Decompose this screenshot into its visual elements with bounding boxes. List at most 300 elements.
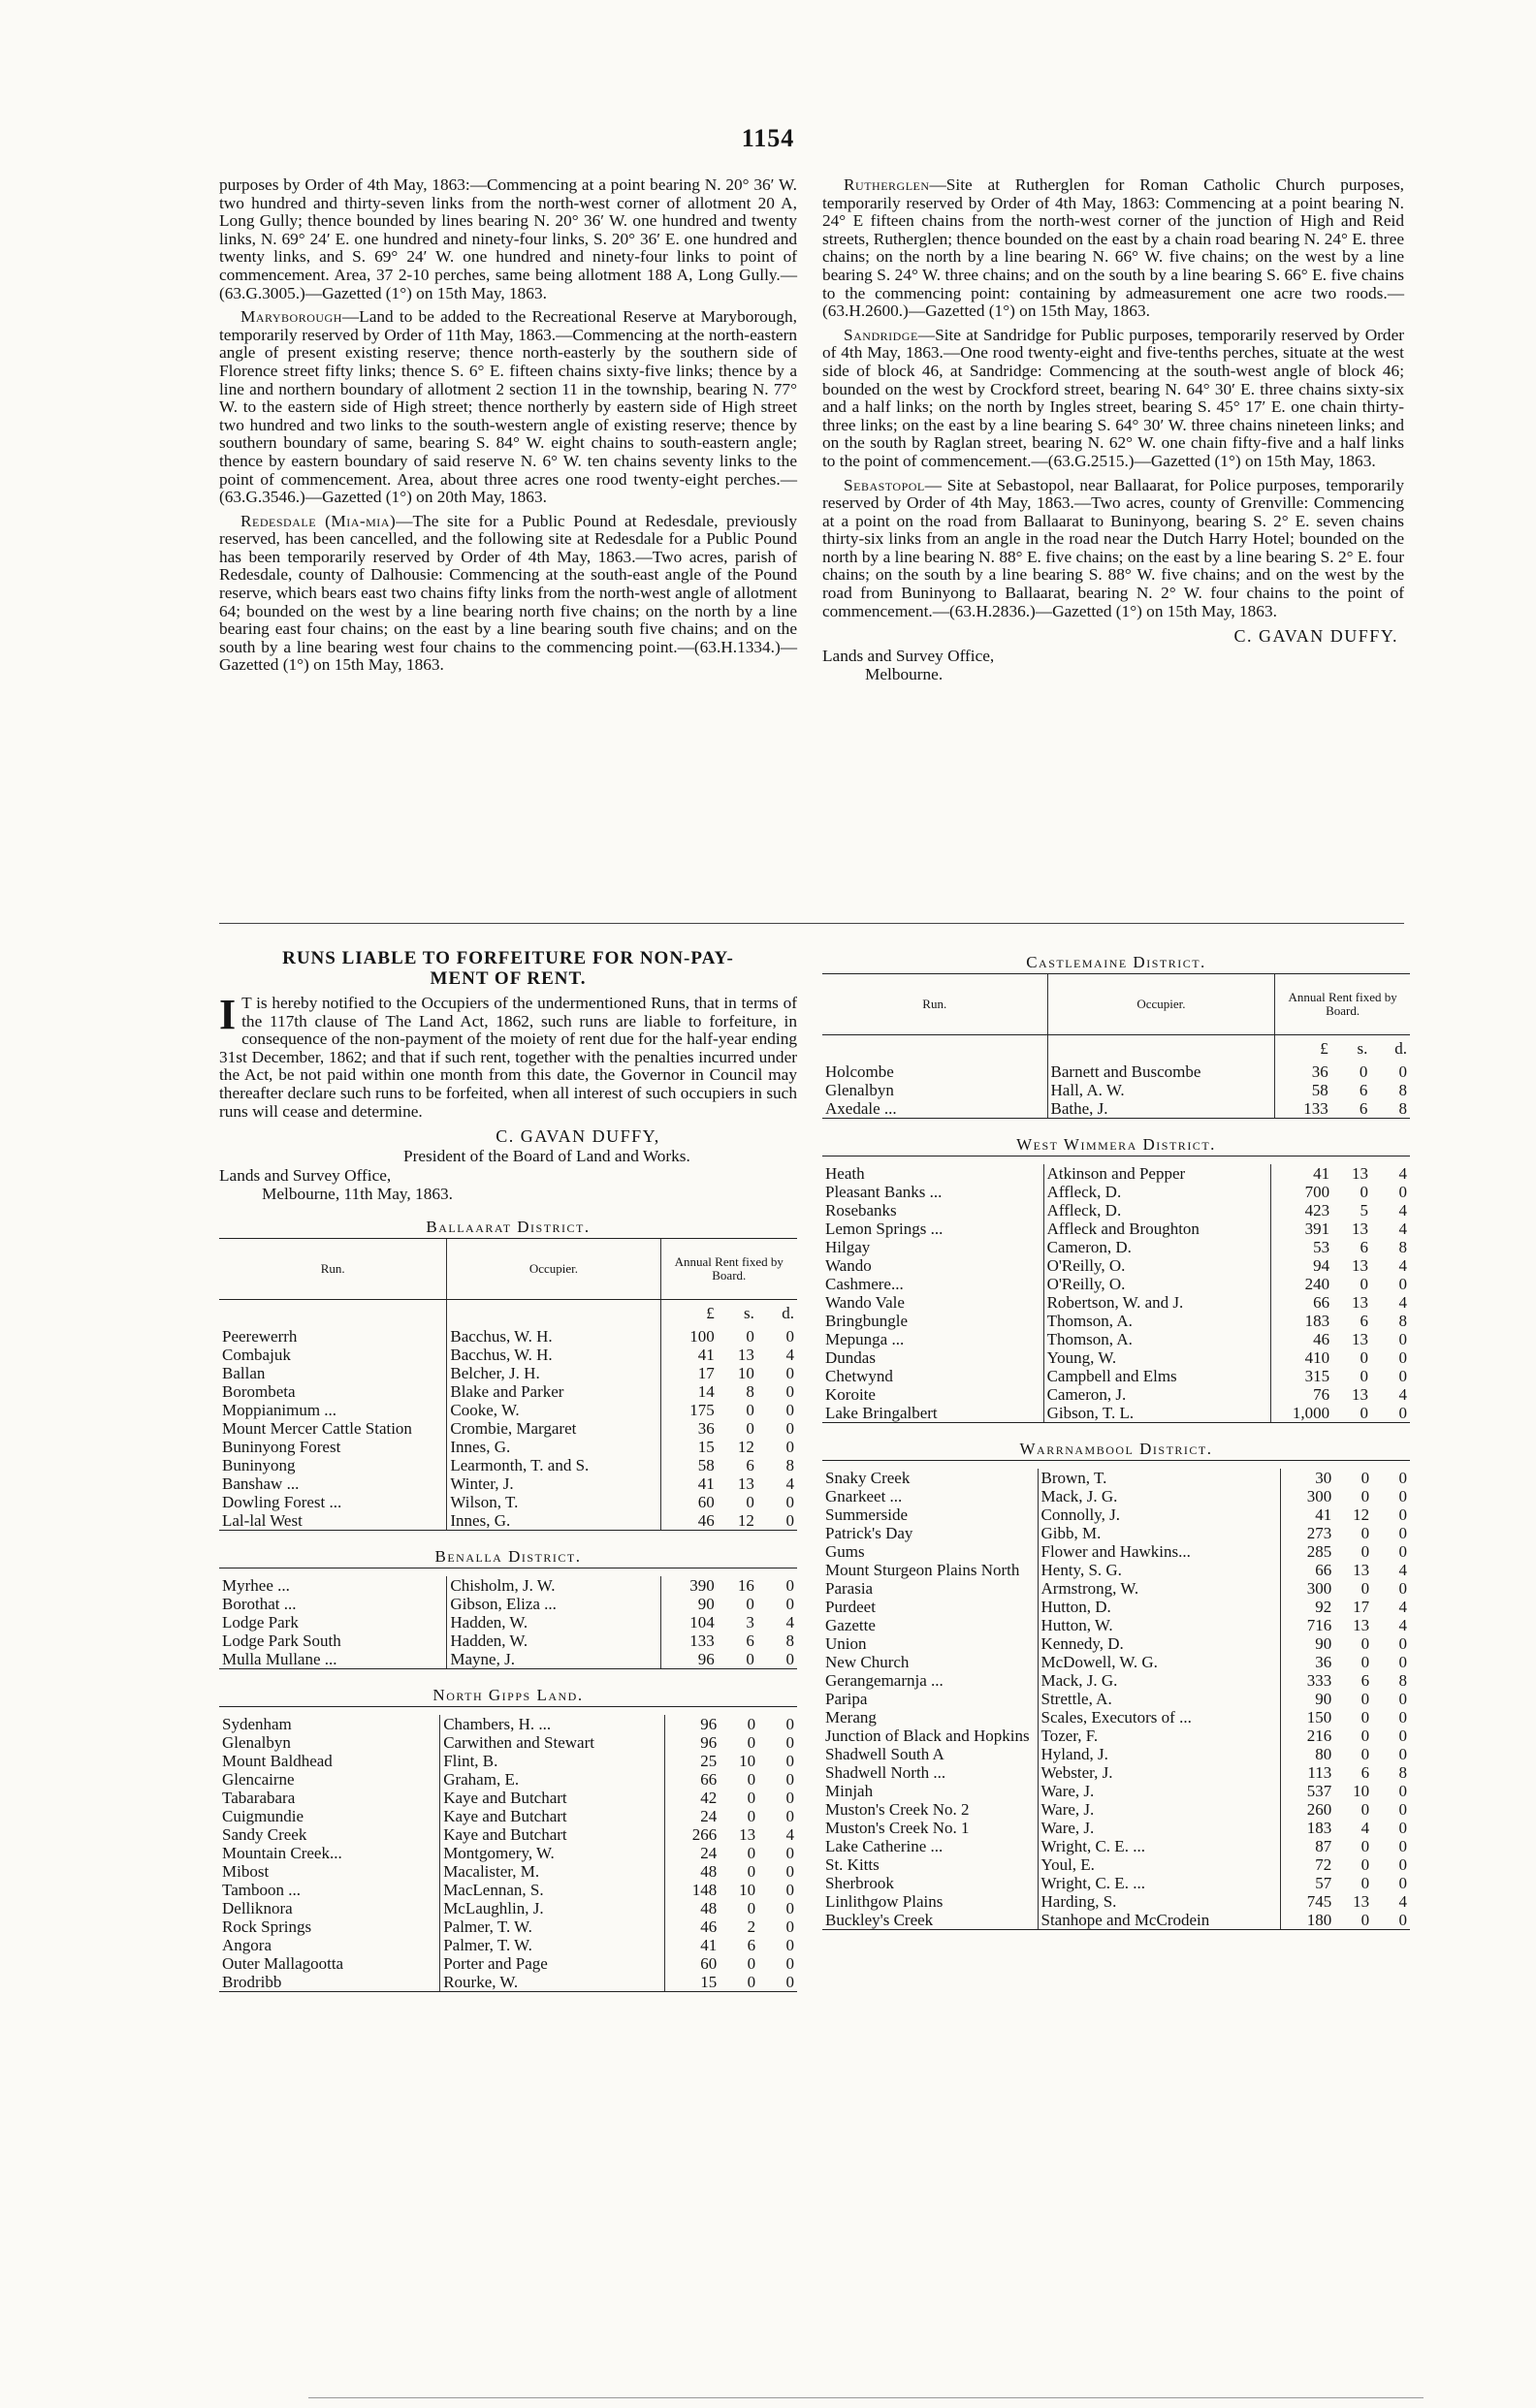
rent-pence: 0 bbox=[1371, 1404, 1410, 1423]
run-name: Peerewerrh bbox=[222, 1327, 298, 1347]
rent-shillings: 0 bbox=[1360, 1800, 1370, 1819]
table-row bbox=[822, 1782, 1410, 1800]
rent-pounds: 66 bbox=[1281, 1561, 1335, 1579]
occupier-name: Henty, S. G. bbox=[1038, 1561, 1281, 1579]
occupier-name: Innes, G. bbox=[447, 1438, 660, 1456]
run-name: Parasia bbox=[825, 1579, 874, 1598]
rent-pence: 4 bbox=[785, 1825, 794, 1845]
units-spacer bbox=[822, 1035, 1047, 1063]
place-name: Sandridge bbox=[844, 325, 918, 344]
run-name: Sherbrook bbox=[825, 1874, 894, 1892]
table-row bbox=[219, 1844, 797, 1862]
district-heading: Ballaarat District. bbox=[426, 1218, 591, 1237]
unit-label: s. bbox=[1357, 1039, 1368, 1058]
rent-shillings: 6 bbox=[746, 1632, 754, 1651]
table-row bbox=[219, 1511, 797, 1531]
rent-pence: 4 bbox=[1398, 1385, 1407, 1404]
rent-pounds: 133 bbox=[660, 1632, 718, 1650]
occupier-name: Strettle, A. bbox=[1038, 1690, 1281, 1708]
table-row bbox=[822, 1634, 1410, 1653]
run-name: Axedale ... bbox=[822, 1099, 1047, 1119]
table-row bbox=[822, 1653, 1410, 1671]
rent-pence: 0 bbox=[1398, 1579, 1407, 1598]
rent-pence: 0 bbox=[785, 1327, 794, 1347]
table-row bbox=[219, 1862, 797, 1881]
run-name: Minjah bbox=[825, 1782, 874, 1800]
rent-shillings: 0 bbox=[1360, 1487, 1370, 1505]
rent-pence: 0 bbox=[1398, 1727, 1407, 1745]
rent-pence: 0 bbox=[1398, 1275, 1407, 1293]
table-top-rule bbox=[822, 1461, 1410, 1470]
run-name: Gums bbox=[825, 1542, 865, 1561]
run-name: Junction of Black and Hopkins bbox=[825, 1727, 1030, 1745]
place-name: Sebastopol bbox=[844, 475, 925, 494]
rent-shillings: 10 bbox=[739, 1881, 756, 1900]
footer-rule bbox=[308, 2397, 1424, 2398]
rent-pounds: 36 bbox=[660, 1419, 718, 1438]
run-name: Glencairne bbox=[222, 1770, 295, 1790]
rent-pence: 0 bbox=[785, 1770, 794, 1790]
table-row bbox=[822, 1487, 1410, 1505]
run-name: Gazette bbox=[825, 1616, 876, 1634]
occupier-name: Palmer, T. W. bbox=[440, 1917, 665, 1936]
rent-pounds: 41 bbox=[664, 1936, 720, 1954]
table-row bbox=[822, 1099, 1410, 1119]
place-name: Maryborough bbox=[240, 307, 342, 327]
header-rent: Annual Rent fixed by Board. bbox=[1275, 974, 1410, 1035]
rent-pounds: 66 bbox=[664, 1770, 720, 1789]
run-name: Wando bbox=[825, 1256, 872, 1275]
rent-pence: 0 bbox=[785, 1936, 794, 1955]
notice-paragraph bbox=[822, 176, 1404, 321]
rent-shillings: 6 bbox=[1331, 1099, 1371, 1119]
rent-shillings: 13 bbox=[1352, 1256, 1369, 1275]
rent-shillings: 13 bbox=[1353, 1892, 1370, 1911]
occupier-name: Harding, S. bbox=[1038, 1892, 1281, 1911]
rent-pounds: 90 bbox=[660, 1595, 718, 1613]
run-name: Mibost bbox=[222, 1862, 270, 1882]
run-name: Merang bbox=[825, 1708, 877, 1727]
unit-label: s. bbox=[744, 1304, 754, 1323]
rent-pence: 0 bbox=[1398, 1690, 1407, 1708]
occupier-name: Blake and Parker bbox=[447, 1382, 660, 1401]
run-name: Patrick's Day bbox=[825, 1524, 913, 1542]
occupier-name: Thomson, A. bbox=[1043, 1330, 1270, 1348]
page-number: 1154 bbox=[741, 124, 795, 152]
rent-pounds: 240 bbox=[1270, 1275, 1332, 1293]
rent-shillings: 0 bbox=[1360, 1745, 1370, 1763]
rent-pence: 4 bbox=[1398, 1293, 1407, 1312]
notice-paragraph bbox=[822, 327, 1404, 471]
table-row bbox=[822, 1892, 1410, 1911]
run-name: Outer Mallagootta bbox=[222, 1954, 344, 1974]
top-left-column bbox=[219, 176, 797, 675]
table-row bbox=[822, 1616, 1410, 1634]
table-row bbox=[822, 1598, 1410, 1616]
paragraph-text: —Site at Rutherglen for Roman Catholic Church purposes, temporarily reserved by Order of 4th May, 1863: Commencing at a point bearing N. 24° E fifteen chains from the north-west corner of the junction of High and Reid streets, Rutherglen; thence bounded on the east by a chain road bearing N. 24° E. three chains; on the north by a line bearing N. 66° W. five chains; on the west by a line bearing S. 24° W. three chains; and on the south by a line bearing S. 66° E. five chains to the commencing point: containing by admeasurement one acre two roods.—(63.H.2600.)—Gazetted (1°) on 15th May, 1863. bbox=[822, 175, 1404, 321]
rent-pounds: 700 bbox=[1270, 1183, 1332, 1201]
rent-shillings: 16 bbox=[737, 1576, 754, 1596]
rent-pounds: 745 bbox=[1281, 1892, 1335, 1911]
district-table bbox=[219, 1706, 797, 1992]
rent-shillings: 12 bbox=[1353, 1505, 1370, 1524]
occupier-name: Wright, C. E. ... bbox=[1038, 1837, 1281, 1855]
rent-pounds: 150 bbox=[1281, 1708, 1335, 1727]
table-row bbox=[219, 1715, 797, 1733]
rent-shillings: 0 bbox=[1360, 1727, 1370, 1745]
district-heading: North Gipps Land. bbox=[432, 1686, 584, 1705]
occupier-name: Bacchus, W. H. bbox=[447, 1327, 660, 1346]
rent-pence: 0 bbox=[785, 1493, 794, 1512]
occupier-name: Wilson, T. bbox=[447, 1493, 660, 1511]
run-name: Pleasant Banks ... bbox=[825, 1183, 943, 1201]
districts-left bbox=[219, 1217, 797, 1992]
run-name: Purdeet bbox=[825, 1598, 876, 1616]
rent-pence: 0 bbox=[1398, 1782, 1407, 1800]
rent-pence: 0 bbox=[785, 1382, 794, 1402]
run-name: St. Kitts bbox=[825, 1855, 880, 1874]
rent-pounds: 716 bbox=[1281, 1616, 1335, 1634]
occupier-name: Tozer, F. bbox=[1038, 1727, 1281, 1745]
rent-pounds: 1,000 bbox=[1270, 1404, 1332, 1423]
occupier-name: Gibson, T. L. bbox=[1043, 1404, 1270, 1423]
rent-pence: 0 bbox=[785, 1576, 794, 1596]
rent-shillings: 0 bbox=[1360, 1524, 1370, 1542]
rent-pounds: 46 bbox=[660, 1511, 718, 1531]
rent-shillings: 0 bbox=[720, 1973, 758, 1992]
rent-pounds: 390 bbox=[660, 1576, 718, 1595]
rent-pounds: 175 bbox=[660, 1401, 718, 1419]
office-line: Lands and Survey Office, bbox=[822, 647, 995, 666]
districts-right bbox=[822, 952, 1410, 1930]
rent-shillings: 6 bbox=[1359, 1081, 1368, 1099]
table-row bbox=[822, 1671, 1410, 1690]
occupier-name: Crombie, Margaret bbox=[447, 1419, 660, 1438]
rent-shillings: 6 bbox=[747, 1936, 756, 1955]
run-name: Banshaw ... bbox=[222, 1474, 300, 1494]
occupier-name: Brown, T. bbox=[1038, 1469, 1281, 1487]
header-occupier: Occupier. bbox=[1047, 974, 1275, 1035]
rent-shillings: 3 bbox=[746, 1613, 754, 1632]
rent-pence: 8 bbox=[1398, 1671, 1407, 1690]
rent-shillings: 0 bbox=[746, 1401, 754, 1420]
rent-shillings: 0 bbox=[1360, 1542, 1370, 1561]
table-row bbox=[219, 1917, 797, 1936]
rent-pence: 0 bbox=[785, 1419, 794, 1439]
occupier-name: Porter and Page bbox=[440, 1954, 665, 1973]
rent-pounds: 60 bbox=[660, 1493, 718, 1511]
district-table bbox=[822, 1156, 1410, 1423]
rent-shillings: 0 bbox=[1360, 1708, 1370, 1727]
unit-label: d. bbox=[1394, 1039, 1407, 1058]
rent-shillings: 13 bbox=[1352, 1385, 1369, 1404]
table-row bbox=[822, 1469, 1410, 1487]
table-row bbox=[219, 1456, 797, 1474]
table-row bbox=[822, 1855, 1410, 1874]
rent-pounds: 46 bbox=[1270, 1330, 1332, 1348]
rent-pounds: 41 bbox=[660, 1346, 718, 1364]
rent-pence: 4 bbox=[1398, 1201, 1407, 1220]
table-row bbox=[219, 1346, 797, 1364]
run-name: Summerside bbox=[825, 1505, 908, 1524]
rent-shillings: 12 bbox=[737, 1438, 754, 1457]
runs-notice-body bbox=[219, 991, 797, 1121]
rent-pounds: 80 bbox=[1281, 1745, 1335, 1763]
heading-line-1: RUNS LIABLE TO FORFEITURE FOR NON-PAY- bbox=[282, 948, 734, 968]
rent-pence: 0 bbox=[1398, 1505, 1407, 1524]
rent-pence: 4 bbox=[1398, 1892, 1407, 1911]
rent-pence: 8 bbox=[785, 1456, 794, 1475]
run-name: Dundas bbox=[825, 1348, 876, 1367]
rent-pounds: 25 bbox=[664, 1752, 720, 1770]
rent-pence: 0 bbox=[1398, 1837, 1407, 1855]
runs-notice-text: T is hereby notified to the Occupiers of the undermentioned Runs, that in terms of the 117th clause of The Land Act, 1862, such runs are liable to forfeiture, in consequence of the non-payment of the moiety of rent due for the half-year ending 31st December, 1862; and that if such rent, together with the penalties incurred under the Act, be not paid within one month from this date, the Governor in Council may thereafter declare such runs to be forfeited, when all interest of such occupiers in such runs will cease and determine. bbox=[219, 994, 797, 1121]
rent-pence: 0 bbox=[758, 1973, 797, 1992]
table-row bbox=[219, 1327, 797, 1346]
runs-notice-heading bbox=[219, 948, 797, 989]
table-row bbox=[822, 1183, 1410, 1201]
rent-pence: 0 bbox=[785, 1862, 794, 1882]
rent-shillings: 0 bbox=[1360, 1183, 1369, 1201]
rent-shillings: 12 bbox=[718, 1511, 757, 1531]
notice-paragraph bbox=[822, 477, 1404, 621]
rent-pounds: 100 bbox=[660, 1327, 718, 1346]
district-heading: Warrnambool District. bbox=[1019, 1440, 1213, 1458]
drop-cap: I bbox=[219, 991, 237, 1038]
occupier-name: Chambers, H. ... bbox=[440, 1715, 665, 1733]
table-row bbox=[822, 1763, 1410, 1782]
office-line-2: Melbourne, 11th May, 1863. bbox=[262, 1185, 453, 1204]
rent-pounds: 53 bbox=[1270, 1238, 1332, 1256]
rent-pence: 0 bbox=[1398, 1330, 1407, 1348]
rent-pence: 0 bbox=[1398, 1348, 1407, 1367]
rent-pounds: 87 bbox=[1281, 1837, 1335, 1855]
district-table bbox=[822, 1460, 1410, 1930]
table-row bbox=[822, 1312, 1410, 1330]
occupier-name: Connolly, J. bbox=[1038, 1505, 1281, 1524]
rule-cell bbox=[822, 1461, 1410, 1470]
district-heading: Benalla District. bbox=[434, 1547, 582, 1567]
occupier-name: Stanhope and McCrodein bbox=[1038, 1911, 1281, 1930]
office-line: Melbourne. bbox=[865, 665, 944, 684]
run-name: Linlithgow Plains bbox=[825, 1892, 944, 1911]
occupier-name: Ware, J. bbox=[1038, 1800, 1281, 1819]
rent-pounds: 17 bbox=[660, 1364, 718, 1382]
rent-pounds: 46 bbox=[664, 1917, 720, 1936]
section-divider bbox=[219, 923, 1404, 924]
run-name: Tabarabara bbox=[222, 1789, 296, 1808]
rent-pounds: 41 bbox=[1270, 1164, 1332, 1183]
rent-shillings: 13 bbox=[1352, 1220, 1369, 1238]
table-row bbox=[219, 1770, 797, 1789]
table-row bbox=[822, 1911, 1410, 1930]
occupier-name: Ware, J. bbox=[1038, 1782, 1281, 1800]
notice-paragraph bbox=[219, 513, 797, 675]
rent-pence: 4 bbox=[1398, 1561, 1407, 1579]
rent-pence: 0 bbox=[1398, 1524, 1407, 1542]
occupier-name: Mack, J. G. bbox=[1038, 1671, 1281, 1690]
rent-pence: 8 bbox=[1398, 1312, 1407, 1330]
rent-pounds: 537 bbox=[1281, 1782, 1335, 1800]
header-run: Run. bbox=[219, 1239, 447, 1300]
table-header-row bbox=[822, 974, 1410, 1035]
occupier-name: Hall, A. W. bbox=[1047, 1081, 1275, 1099]
table-row bbox=[219, 1613, 797, 1632]
table-row bbox=[822, 1081, 1410, 1099]
table-row bbox=[822, 1837, 1410, 1855]
rent-pounds: 96 bbox=[664, 1733, 720, 1752]
table-row bbox=[219, 1825, 797, 1844]
rent-shillings: 0 bbox=[747, 1844, 756, 1863]
table-row bbox=[219, 1401, 797, 1419]
table-row bbox=[822, 1542, 1410, 1561]
rent-shillings: 0 bbox=[1360, 1275, 1369, 1293]
occupier-name: Hadden, W. bbox=[447, 1613, 660, 1632]
run-name: Mount Mercer Cattle Station bbox=[222, 1419, 412, 1439]
run-name: Angora bbox=[222, 1936, 272, 1955]
rent-shillings: 10 bbox=[1353, 1782, 1370, 1800]
table-row bbox=[219, 1973, 797, 1992]
heading-line-2: MENT OF RENT. bbox=[430, 968, 587, 989]
rent-pounds: 92 bbox=[1281, 1598, 1335, 1616]
rent-shillings: 5 bbox=[1360, 1201, 1369, 1220]
table-row bbox=[219, 1632, 797, 1650]
occupier-name: Kaye and Butchart bbox=[440, 1807, 665, 1825]
rent-shillings: 0 bbox=[1360, 1579, 1370, 1598]
run-name: Shadwell North ... bbox=[825, 1763, 946, 1782]
rent-shillings: 0 bbox=[1360, 1367, 1369, 1385]
rent-pounds: 300 bbox=[1281, 1579, 1335, 1598]
rent-shillings: 10 bbox=[737, 1364, 754, 1383]
rent-pounds: 90 bbox=[1281, 1634, 1335, 1653]
rent-pence: 0 bbox=[785, 1364, 794, 1383]
table-row bbox=[822, 1505, 1410, 1524]
occupier-name: Young, W. bbox=[1043, 1348, 1270, 1367]
run-name: Dowling Forest ... bbox=[222, 1493, 342, 1512]
rent-pence: 0 bbox=[785, 1917, 794, 1937]
occupier-name: Mack, J. G. bbox=[1038, 1487, 1281, 1505]
rent-shillings: 0 bbox=[746, 1493, 754, 1512]
occupier-name: Belcher, J. H. bbox=[447, 1364, 660, 1382]
occupier-name: MacLennan, S. bbox=[440, 1881, 665, 1899]
rent-pounds: 285 bbox=[1281, 1542, 1335, 1561]
occupier-name: Winter, J. bbox=[447, 1474, 660, 1493]
occupier-name: Rourke, W. bbox=[440, 1973, 665, 1992]
occupier-name: Kaye and Butchart bbox=[440, 1825, 665, 1844]
occupier-name: Bathe, J. bbox=[1047, 1099, 1275, 1119]
occupier-name: Thomson, A. bbox=[1043, 1312, 1270, 1330]
run-name: Buckley's Creek bbox=[822, 1911, 1038, 1930]
rent-pence: 4 bbox=[1398, 1220, 1407, 1238]
run-name: Ballan bbox=[222, 1364, 266, 1383]
table-row bbox=[219, 1419, 797, 1438]
rent-pounds: 41 bbox=[1281, 1505, 1335, 1524]
table-row bbox=[219, 1438, 797, 1456]
occupier-name: Bacchus, W. H. bbox=[447, 1346, 660, 1364]
rent-pounds: 423 bbox=[1270, 1201, 1332, 1220]
rent-shillings: 0 bbox=[746, 1419, 754, 1439]
rent-pence: 0 bbox=[1398, 1542, 1407, 1561]
rent-shillings: 0 bbox=[1360, 1874, 1370, 1892]
run-name: Lake Bringalbert bbox=[822, 1404, 1043, 1423]
rent-pence: 4 bbox=[1398, 1598, 1407, 1616]
rent-shillings: 13 bbox=[1352, 1293, 1369, 1312]
table-row bbox=[822, 1275, 1410, 1293]
rent-pounds: 76 bbox=[1270, 1385, 1332, 1404]
occupier-name: Graham, E. bbox=[440, 1770, 665, 1789]
rent-pence: 0 bbox=[757, 1511, 797, 1531]
rent-pence: 0 bbox=[785, 1715, 794, 1734]
units-row bbox=[219, 1300, 797, 1328]
unit-label: £ bbox=[660, 1300, 718, 1328]
run-name: Delliknora bbox=[222, 1899, 293, 1918]
rent-shillings: 0 bbox=[1360, 1653, 1370, 1671]
rent-pounds: 410 bbox=[1270, 1348, 1332, 1367]
table-top-rule bbox=[219, 1568, 797, 1577]
rent-pounds: 90 bbox=[1281, 1690, 1335, 1708]
occupier-name: Wright, C. E. ... bbox=[1038, 1874, 1281, 1892]
rent-shillings: 8 bbox=[746, 1382, 754, 1402]
rent-pounds: 260 bbox=[1281, 1800, 1335, 1819]
rent-shillings: 10 bbox=[739, 1752, 756, 1771]
table-row bbox=[822, 1385, 1410, 1404]
occupier-name: McLaughlin, J. bbox=[440, 1899, 665, 1917]
rent-shillings: 0 bbox=[747, 1862, 756, 1882]
occupier-name: Gibb, M. bbox=[1038, 1524, 1281, 1542]
occupier-name: Barnett and Buscombe bbox=[1047, 1062, 1275, 1081]
occupier-name: Innes, G. bbox=[447, 1511, 660, 1531]
run-name: Borombeta bbox=[222, 1382, 296, 1402]
rent-pence: 4 bbox=[785, 1346, 794, 1365]
district-table bbox=[822, 973, 1410, 1119]
table-row bbox=[822, 1874, 1410, 1892]
occupier-name: Hutton, D. bbox=[1038, 1598, 1281, 1616]
districts-right-column bbox=[822, 952, 1410, 1930]
rent-pence: 0 bbox=[1398, 1874, 1407, 1892]
occupier-name: Cameron, D. bbox=[1043, 1238, 1270, 1256]
table-row bbox=[219, 1807, 797, 1825]
occupier-name: Hadden, W. bbox=[447, 1632, 660, 1650]
rent-pounds: 315 bbox=[1270, 1367, 1332, 1385]
run-name: Lodge Park bbox=[222, 1613, 299, 1632]
rent-pounds: 24 bbox=[664, 1807, 720, 1825]
rent-pence: 0 bbox=[1398, 1487, 1407, 1505]
rent-pounds: 391 bbox=[1270, 1220, 1332, 1238]
rent-shillings: 0 bbox=[1360, 1469, 1370, 1487]
rent-pence: 0 bbox=[785, 1401, 794, 1420]
district-heading: Castlemaine District. bbox=[1026, 953, 1206, 971]
rent-pounds: 36 bbox=[1281, 1653, 1335, 1671]
rent-shillings: 13 bbox=[737, 1346, 754, 1365]
rent-pence: 0 bbox=[785, 1752, 794, 1771]
run-name: Rock Springs bbox=[222, 1917, 312, 1937]
run-name: Chetwynd bbox=[825, 1367, 893, 1385]
rent-shillings: 0 bbox=[747, 1770, 756, 1790]
run-name: Moppianimum ... bbox=[222, 1401, 337, 1420]
rent-pounds: 96 bbox=[660, 1650, 718, 1669]
rent-pounds: 15 bbox=[664, 1973, 720, 1992]
paragraph-text: —Land to be added to the Recreational Reserve at Maryborough, temporarily reserved by Order of 11th May, 1863.—Commencing at the north-eastern angle of present existing reserve; thence north-easterly by the southern side of Florence street fifty links; thence S. 6° E. fifteen chains sixty-five links; thence by a line and northern boundary of allotment 2 section 11 in the township, bearing N. 77° W. to the eastern side of High street; thence northerly by eastern side of High street two hundred and two links to the south-western angle of existing reserve; thence by southern boundary of same, bearing S. 84° W. eight chains to south-eastern angle; thence by eastern boundary of said reserve N. 6° W. ten chains seventy links to the point of commencement. Area, about three acres one rood twenty-eight perches.—(63.G.3546.)—Gazetted (1°) on 20th May, 1863. bbox=[219, 307, 797, 507]
rent-pence: 0 bbox=[785, 1844, 794, 1863]
occupier-name: Atkinson and Pepper bbox=[1043, 1164, 1270, 1183]
occupier-name: Kennedy, D. bbox=[1038, 1634, 1281, 1653]
run-name: Muston's Creek No. 1 bbox=[825, 1819, 970, 1837]
rent-pence: 0 bbox=[1372, 1911, 1410, 1930]
rent-shillings: 0 bbox=[746, 1327, 754, 1347]
run-name: Heath bbox=[825, 1164, 865, 1183]
rent-shillings: 0 bbox=[747, 1807, 756, 1826]
units-row bbox=[822, 1035, 1410, 1063]
